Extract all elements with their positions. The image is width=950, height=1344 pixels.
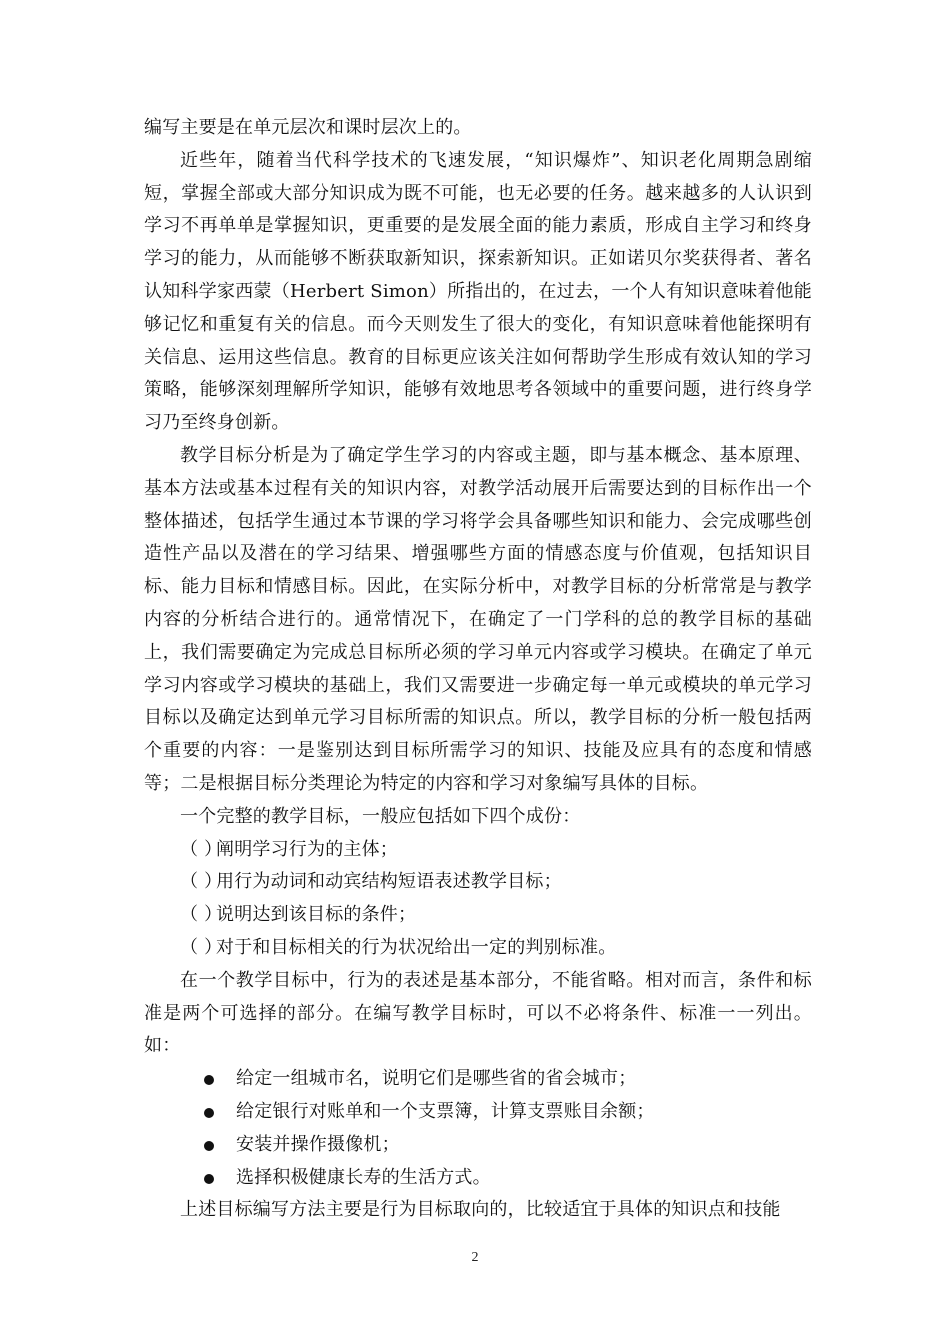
list-item: [144, 1063, 812, 1096]
component-text: 说明达到该目标的条件；: [216, 904, 417, 926]
component-paren: （ ）: [180, 871, 223, 893]
component-item: [144, 866, 812, 899]
list-item-text: 给定银行对账单和一个支票簿，计算支票账目余额；: [236, 1100, 655, 1122]
component-text: 用行为动词和动宾结构短语表述教学目标；: [216, 871, 562, 893]
component-paren: （ ）: [180, 936, 223, 958]
bullet-icon: [204, 1141, 214, 1151]
bullet-icon: [204, 1108, 214, 1118]
component-text: 对于和目标相关的行为状况给出一定的判别标准。: [216, 936, 617, 958]
list-item: [144, 1162, 812, 1195]
bullet-icon: [204, 1075, 214, 1085]
examples-list: [144, 1063, 812, 1194]
components-list: [144, 834, 812, 965]
paragraph: 上述目标编写方法主要是行为目标取向的，比较适宜于具体的知识点和技能: [180, 1199, 781, 1221]
paragraph: 教学目标分析是为了确定学生学习的内容或主题，即与基本概念、基本原理、基本方法或基本过程有关的知识内容，对教学活动展开后需要达到的目标作出一个整体描述，包括学生通过本节课的学习将学会具备哪些知识和能力、会完成哪些创造性产品以及潜在的学习结果、增强哪些方面的情感态度与价值观，包括知识目标、能力目标和情感目标。因此，在实际分析中，对教学目标的分析常常是与教学内容的分析结合进行的。通常情况下，在确定了一门学科的总的教学目标的基础上，我们需要确定为完成总目标所必须的学习单元内容或学习模块。在确定了单元学习内容或学习模块的基础上，我们又需要进一步确定每一单元或模块的单元学习目标以及确定达到单元学习目标所需的知识点。所以，教学目标的分析一般包括两个重要的内容：一是鉴别达到目标所需学习的知识、技能及应具有的态度和情感等；二是根据目标分类理论为特定的内容和学习对象编写具体的目标。: [144, 444, 812, 794]
component-paren: （ ）: [180, 838, 223, 860]
list-item-text: 选择积极健康长寿的生活方式。: [236, 1166, 491, 1188]
component-text: 阐明学习行为的主体；: [216, 838, 398, 860]
paragraph: 编写主要是在单元层次和课时层次上的。: [144, 117, 472, 138]
document-body: [144, 112, 812, 1227]
list-item-text: 安装并操作摄像机；: [236, 1133, 400, 1155]
component-item: [144, 834, 812, 867]
paragraph: 一个完整的教学目标，一般应包括如下四个成份：: [180, 805, 581, 827]
paragraph: 在一个教学目标中，行为的表述是基本部分，不能省略。相对而言，条件和标准是两个可选择的部分。在编写教学目标时，可以不必将条件、标准一一列出。如：: [144, 969, 812, 1057]
list-item-text: 给定一组城市名，说明它们是哪些省的省会城市；: [236, 1068, 637, 1090]
paragraph: 近些年，随着当代科学技术的飞速发展，“知识爆炸”、知识老化周期急剧缩短，掌握全部或大部分知识成为既不可能，也无必要的任务。越来越多的人认识到学习不再单单是掌握知识，更重要的是发展全面的能力素质，形成自主学习和终身学习的能力，从而能够不断获取新知识，探索新知识。正如诺贝尔奖获得者、著名认知科学家西蒙（Herbert Simon）所指出的，在过去，一个人有知识意味着他能够记忆和重复有关的信息。而今天则发生了很大的变化，有知识意味着他能探明有关信息、运用这些信息。教育的目标更应该关注如何帮助学生形成有效认知的学习策略，能够深刻理解所学知识，能够有效地思考各领域中的重要问题，进行终身学习乃至终身创新。: [144, 149, 812, 434]
component-paren: （ ）: [180, 904, 223, 926]
component-item: [144, 899, 812, 932]
page-number: 2: [471, 1250, 479, 1265]
bullet-icon: [204, 1174, 214, 1184]
component-item: [144, 932, 812, 965]
list-item: [144, 1129, 812, 1162]
list-item: [144, 1096, 812, 1129]
